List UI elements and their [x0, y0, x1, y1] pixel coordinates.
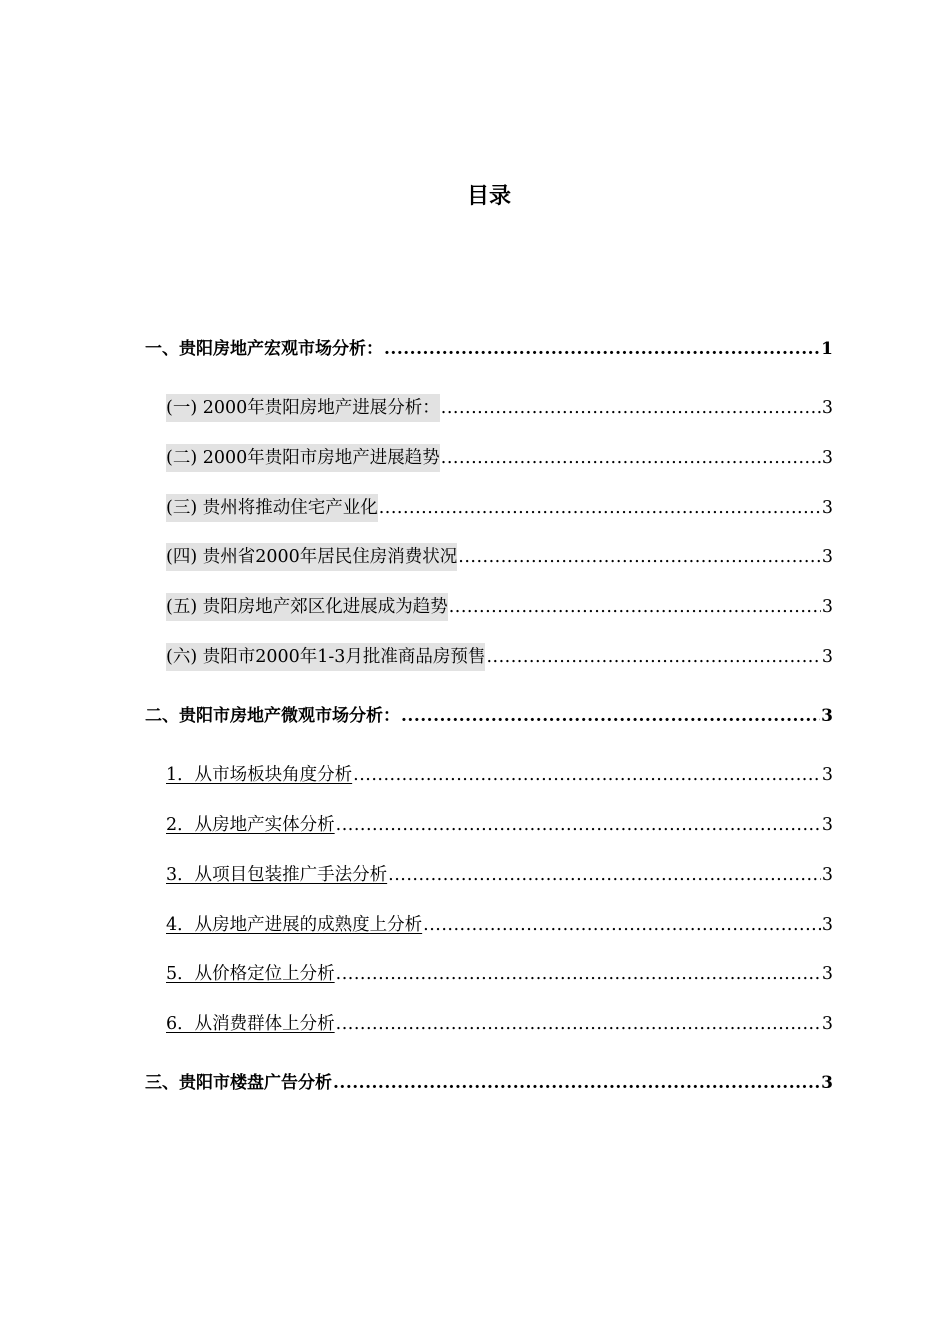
toc-page-number: 3 — [821, 765, 833, 785]
toc-entry-1-3[interactable] — [166, 494, 833, 522]
toc-leader-dots — [441, 394, 821, 422]
toc-entry-1-2[interactable] — [166, 444, 833, 472]
toc-leader-dots — [441, 444, 821, 472]
toc-entry-section-3[interactable] — [145, 1069, 833, 1097]
toc-entry-label: (四) 贵州省2000年居民住房消费状况 — [166, 543, 457, 571]
toc-entry-2-1[interactable] — [166, 761, 833, 789]
toc-entry-label: (一) 2000年贵阳房地产进展分析： — [166, 394, 440, 422]
toc-leader-dots — [449, 593, 821, 621]
toc-entry-label: 6．从消费群体上分析 — [166, 1014, 335, 1034]
toc-entry-1-4[interactable] — [166, 543, 833, 571]
toc-leader-dots — [333, 1069, 820, 1097]
toc-entry-2-5[interactable] — [166, 960, 833, 988]
toc-leader-dots — [336, 960, 821, 988]
toc-entry-label: (五) 贵阳房地产郊区化进展成为趋势 — [166, 593, 448, 621]
toc-entry-1-5[interactable] — [166, 593, 833, 621]
toc-entry-label: 二、贵阳市房地产微观市场分析： — [145, 706, 400, 726]
toc-entry-1-1[interactable] — [166, 394, 833, 422]
toc-entry-2-3[interactable] — [166, 861, 833, 889]
toc-page-number: 3 — [821, 1014, 833, 1034]
toc-page-number: 1 — [821, 339, 833, 359]
toc-entry-label: 3．从项目包装推广手法分析 — [166, 865, 388, 885]
toc-leader-dots — [458, 543, 821, 571]
toc-leader-dots — [353, 761, 821, 789]
toc-leader-dots — [336, 811, 821, 839]
toc-page-number: 3 — [821, 964, 833, 984]
toc-page-number: 3 — [821, 597, 833, 617]
toc-entry-label: (二) 2000年贵阳市房地产进展趋势 — [166, 444, 440, 472]
toc-entry-section-1[interactable] — [145, 335, 833, 363]
toc-entry-label: (六) 贵阳市2000年1-3月批准商品房预售 — [166, 643, 485, 671]
toc-leader-dots — [486, 643, 820, 671]
toc-leader-dots — [423, 911, 821, 939]
toc-leader-dots — [336, 1010, 821, 1038]
toc-entry-label: 5．从价格定位上分析 — [166, 964, 335, 984]
toc-page-number: 3 — [821, 865, 833, 885]
toc-entry-label: 一、贵阳房地产宏观市场分析： — [145, 339, 383, 359]
toc-leader-dots — [388, 861, 821, 889]
toc-entry-1-6[interactable] — [166, 643, 833, 671]
toc-page-number: 3 — [821, 647, 833, 667]
toc-entry-label: (三) 贵州将推动住宅产业化 — [166, 494, 378, 522]
toc-entry-label: 1．从市场板块角度分析 — [166, 765, 353, 785]
page-title: 目录 — [466, 183, 511, 209]
toc-leader-dots — [384, 335, 820, 363]
toc-entry-2-4[interactable] — [166, 911, 833, 939]
toc-page-number: 3 — [821, 1073, 833, 1093]
toc-entry-section-2[interactable] — [145, 702, 833, 730]
toc-page-number: 3 — [821, 498, 833, 518]
toc-entry-2-2[interactable] — [166, 811, 833, 839]
toc-page-number: 3 — [821, 815, 833, 835]
toc-entry-label: 三、贵阳市楼盘广告分析 — [145, 1073, 332, 1093]
toc-leader-dots — [401, 702, 820, 730]
toc-entry-2-6[interactable] — [166, 1010, 833, 1038]
toc-page-number: 3 — [821, 915, 833, 935]
toc-leader-dots — [379, 494, 821, 522]
toc-page-number: 3 — [821, 706, 833, 726]
toc-page-number: 3 — [821, 547, 833, 567]
toc-page-number: 3 — [821, 448, 833, 468]
toc-entry-label: 4．从房地产进展的成熟度上分析 — [166, 915, 423, 935]
toc-entry-label: 2．从房地产实体分析 — [166, 815, 335, 835]
toc-page-number: 3 — [821, 398, 833, 418]
